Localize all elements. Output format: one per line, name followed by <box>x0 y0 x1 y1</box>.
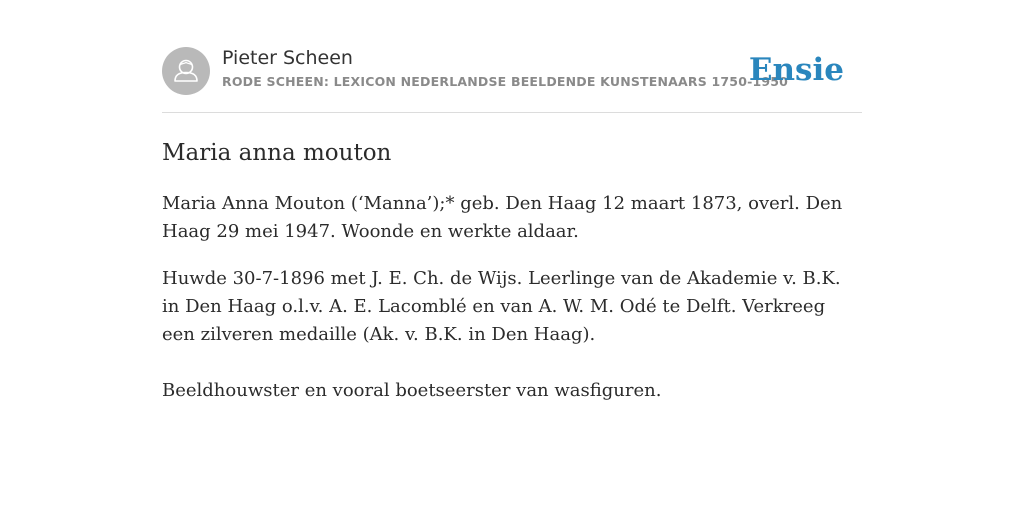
article-body <box>162 190 862 405</box>
ensie-logo[interactable]: Ensie <box>748 52 844 88</box>
article-paragraph: Maria Anna Mouton (‘Manna’);* geb. Den Haag 12 maart 1873, overl. Den Haag 29 mei 1947. Woonde en werkte aldaar. <box>162 193 843 242</box>
user-avatar-icon[interactable] <box>162 47 210 95</box>
article-paragraph: Huwde 30-7-1896 met J. E. Ch. de Wijs. Leerlinge van de Akademie v. B.K. in Den Haag o.l.v. A. E. Lacomblé en van A. W. M. Odé te Delft. Verkreeg een zilveren medaille (Ak. v. B.K. in Den Haag). <box>162 268 841 345</box>
author-name[interactable]: Pieter Scheen <box>222 47 353 69</box>
article-paragraph: Beeldhouwster en vooral boetseerster van wasfiguren. <box>162 380 662 401</box>
article-title: Maria anna mouton <box>162 140 392 166</box>
user-silhouette-icon <box>162 47 210 95</box>
article-header <box>162 46 862 113</box>
source-title[interactable]: RODE SCHEEN: LEXICON NEDERLANDSE BEELDENDE KUNSTENAARS 1750-1950 <box>222 74 789 89</box>
content-container <box>162 46 862 405</box>
